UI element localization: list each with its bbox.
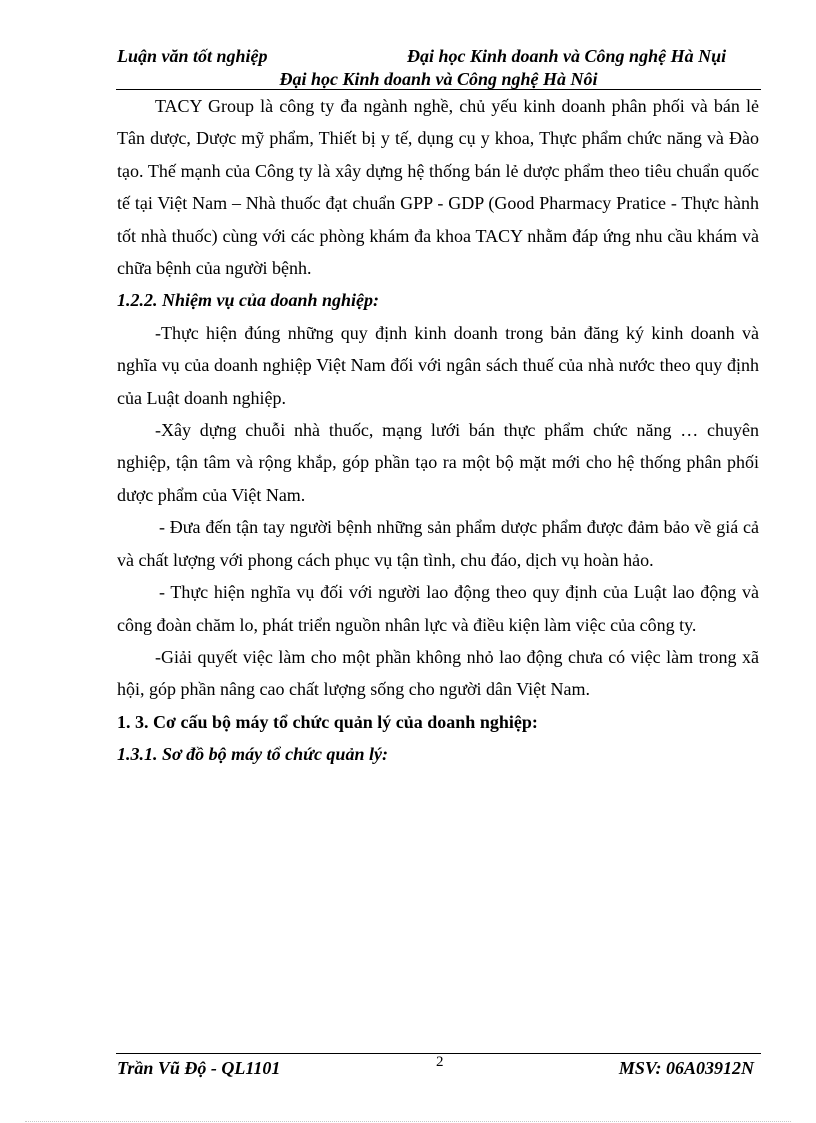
page-number: 2: [436, 1054, 444, 1070]
footer-student-id: MSV: 06A03912N: [618, 1058, 754, 1078]
duty-paragraph-4: - Thực hiện nghĩa vụ đối với người lao động theo quy định của Luật lao động và công đoàn chăm lo, phát triển nguồn nhân lực và điều kiện làm việc của công ty.: [117, 582, 759, 635]
duty-paragraph-2: -Xây dựng chuỗi nhà thuốc, mạng lưới bán thực phẩm chức năng … chuyên nghiệp, tận tâm và rộng khắp, góp phần tạo ra một bộ mặt mới cho hệ thống phân phối dược phẩm của Việt Nam.: [117, 420, 759, 505]
section-heading-1-2-2: 1.2.2. Nhiệm vụ của doanh nghiệp:: [117, 290, 380, 311]
duty-paragraph-5: -Giải quyết việc làm cho một phần không nhỏ lao động chưa có việc làm trong xã hội, góp phần nâng cao chất lượng sống cho người dân Việt Nam.: [117, 646, 759, 700]
duty-paragraph-1: -Thực hiện đúng những quy định kinh doanh trong bản đăng ký kinh doanh và nghĩa vụ của doanh nghiệp Việt Nam đối với ngân sách thuế của nhà nước theo quy định của Luật doanh nghiệp.: [117, 322, 759, 408]
section-heading-1-3-1: 1.3.1. Sơ đồ bộ máy tổ chức quản lý:: [117, 744, 388, 765]
header-thesis-title: Luận văn tốt nghiệp: [117, 46, 268, 66]
running-header: [117, 46, 760, 68]
section-heading-1-3: 1. 3. Cơ cấu bộ máy tổ chức quản lý của doanh nghiệp:: [117, 711, 538, 732]
intro-paragraph: TACY Group là công ty đa ngành nghề, chủ yếu kinh doanh phân phối và bán lẻ Tân dược, Dược mỹ phẩm, Thiết bị y tế, dụng cụ y khoa, Thực phẩm chức năng và Đào tạo. Thế mạnh của Công ty là xây dựng hệ thống bán lẻ dược phẩm theo tiêu chuẩn quốc tế tại Việt Nam – Nhà thuốc đạt chuẩn GPP - GDP (Good Pharmacy Pratice - Thực hành tốt nhà thuốc) cùng với các phòng khám đa khoa TACY nhằm đáp ứng nhu cầu khám và chữa bệnh của người bệnh.: [117, 96, 759, 279]
header-university-repeat: Đại học Kinh doanh và Công nghệ Hà Nôi: [279, 69, 598, 89]
page-edge-rule: [25, 1121, 791, 1122]
duty-paragraph-3: - Đưa đến tận tay người bệnh những sản phẩm dược phẩm được đảm bảo về giá cả và chất lượng với phong cách phục vụ tận tình, chu đáo, dịch vụ hoàn hảo.: [117, 517, 759, 570]
header-university: Đại học Kinh doanh và Công nghệ Hà Nụi: [407, 46, 727, 66]
page-body: [117, 90, 759, 771]
footer-author: Trần Vũ Độ - QL1101: [117, 1058, 281, 1078]
